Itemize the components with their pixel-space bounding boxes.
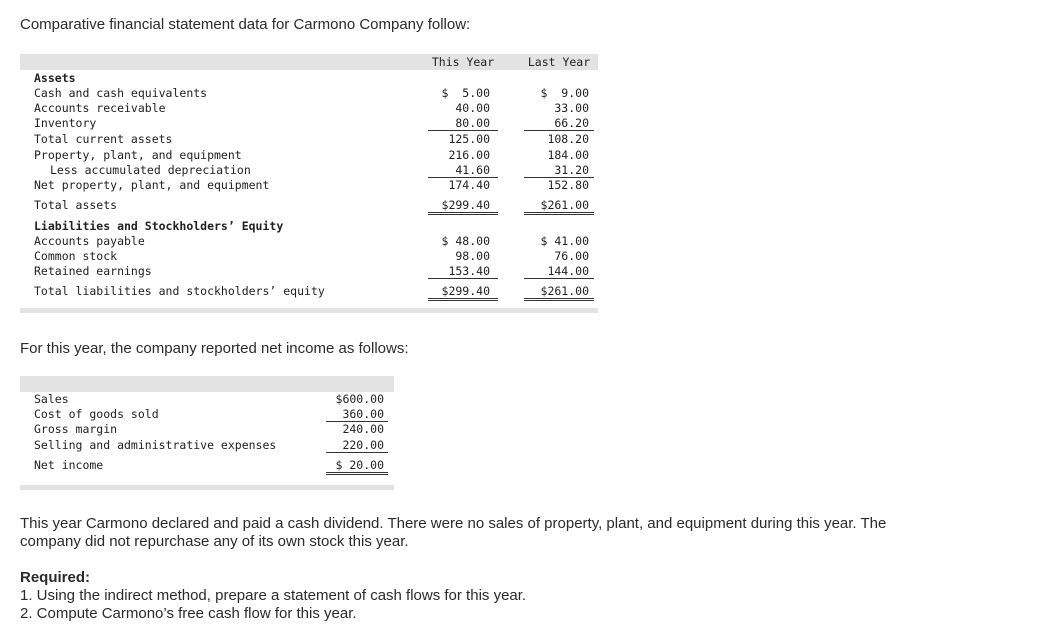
col-header-last-year: Last Year bbox=[527, 55, 591, 69]
bs-this-year-value: $299.40 bbox=[441, 284, 490, 298]
bs-this-year-value: 80.00 bbox=[455, 116, 490, 130]
bs-underline bbox=[524, 278, 594, 279]
is-row-label: Cost of goods sold bbox=[34, 407, 159, 421]
bs-last-year-value: 31.20 bbox=[554, 163, 589, 177]
bs-row-label: Assets bbox=[34, 71, 76, 85]
bs-row-label: Accounts payable bbox=[34, 234, 145, 248]
balance-sheet-table bbox=[20, 54, 598, 316]
bs-this-year-value: 153.40 bbox=[448, 264, 490, 278]
bs-last-year-value: $261.00 bbox=[540, 284, 589, 298]
is-row-label: Net income bbox=[34, 458, 104, 472]
bs-underline bbox=[524, 214, 594, 215]
bs-underline bbox=[524, 212, 594, 213]
income-intro-text: For this year, the company reported net income as follows: bbox=[20, 340, 409, 357]
is-underline bbox=[326, 452, 388, 453]
bs-this-year-value: 41.60 bbox=[455, 163, 490, 177]
bs-row-label: Retained earnings bbox=[34, 264, 152, 278]
bs-row-label: Accounts receivable bbox=[34, 101, 166, 115]
bs-row-label: Cash and cash equivalents bbox=[34, 86, 208, 100]
is-row-value: 240.00 bbox=[342, 422, 384, 436]
bs-row-label: Less accumulated depreciation bbox=[50, 163, 251, 177]
income-statement-footer bbox=[20, 485, 394, 490]
bs-this-year-value: $ 48.00 bbox=[441, 234, 490, 248]
is-underline bbox=[326, 472, 388, 473]
bs-last-year-value: 108.20 bbox=[547, 132, 589, 146]
bs-underline bbox=[428, 212, 498, 213]
bs-row-label: Property, plant, and equipment bbox=[34, 148, 242, 162]
is-row-value: 220.00 bbox=[342, 438, 384, 452]
required-item-2: 2. Compute Carmono’s free cash flow for this year. bbox=[20, 605, 357, 622]
is-row-value: $ 20.00 bbox=[335, 458, 384, 472]
bs-row-label: Total assets bbox=[34, 198, 118, 212]
is-row-label: Gross margin bbox=[34, 422, 118, 436]
bs-last-year-value: 33.00 bbox=[554, 101, 589, 115]
intro-text: Comparative financial statement data for Carmono Company follow: bbox=[20, 16, 471, 33]
bs-this-year-value: 216.00 bbox=[448, 148, 490, 162]
bs-this-year-value: $ 5.00 bbox=[441, 86, 490, 100]
bs-last-year-value: 152.80 bbox=[547, 178, 589, 192]
balance-sheet-footer bbox=[20, 308, 598, 313]
is-row-value: $600.00 bbox=[335, 392, 384, 406]
is-row-label: Sales bbox=[34, 392, 69, 406]
bs-this-year-value: 98.00 bbox=[455, 249, 490, 263]
bs-last-year-value: $ 9.00 bbox=[540, 86, 589, 100]
bs-underline bbox=[524, 300, 594, 301]
bs-row-label: Net property, plant, and equipment bbox=[34, 178, 270, 192]
bs-underline bbox=[524, 298, 594, 299]
bs-underline bbox=[428, 278, 498, 279]
bs-last-year-value: $ 41.00 bbox=[540, 234, 589, 248]
bs-row-label: Liabilities and Stockholders’ Equity bbox=[34, 219, 284, 233]
bs-this-year-value: 174.40 bbox=[448, 178, 490, 192]
required-title: Required: bbox=[20, 569, 91, 586]
income-statement-header bbox=[20, 376, 394, 392]
required-item-1: 1. Using the indirect method, prepare a statement of cash flows for this year. bbox=[20, 587, 527, 604]
bs-this-year-value: 125.00 bbox=[448, 132, 490, 146]
bs-this-year-value: 40.00 bbox=[455, 101, 490, 115]
bs-last-year-value: 144.00 bbox=[547, 264, 589, 278]
income-statement-table bbox=[20, 376, 394, 490]
dividend-note: This year Carmono declared and paid a cash dividend. There were no sales of property, plant, and equipment during this year. The company did not repurchase any of its own stock this year. bbox=[20, 515, 887, 550]
bs-row-label: Total liabilities and stockholders’ equity bbox=[34, 284, 325, 298]
bs-last-year-value: $261.00 bbox=[540, 198, 589, 212]
bs-last-year-value: 184.00 bbox=[547, 148, 589, 162]
is-underline bbox=[326, 474, 388, 475]
bs-underline bbox=[428, 214, 498, 215]
is-row-value: 360.00 bbox=[342, 407, 384, 421]
is-row-label: Selling and administrative expenses bbox=[34, 438, 277, 452]
bs-underline bbox=[428, 298, 498, 299]
bs-last-year-value: 66.20 bbox=[554, 116, 589, 130]
bs-row-label: Common stock bbox=[34, 249, 118, 263]
bs-this-year-value: $299.40 bbox=[441, 198, 490, 212]
bs-row-label: Total current assets bbox=[34, 132, 173, 146]
balance-sheet-header bbox=[20, 54, 598, 70]
col-header-this-year: This Year bbox=[431, 55, 495, 69]
bs-row-label: Inventory bbox=[34, 116, 97, 130]
bs-underline bbox=[428, 300, 498, 301]
bs-last-year-value: 76.00 bbox=[554, 249, 589, 263]
